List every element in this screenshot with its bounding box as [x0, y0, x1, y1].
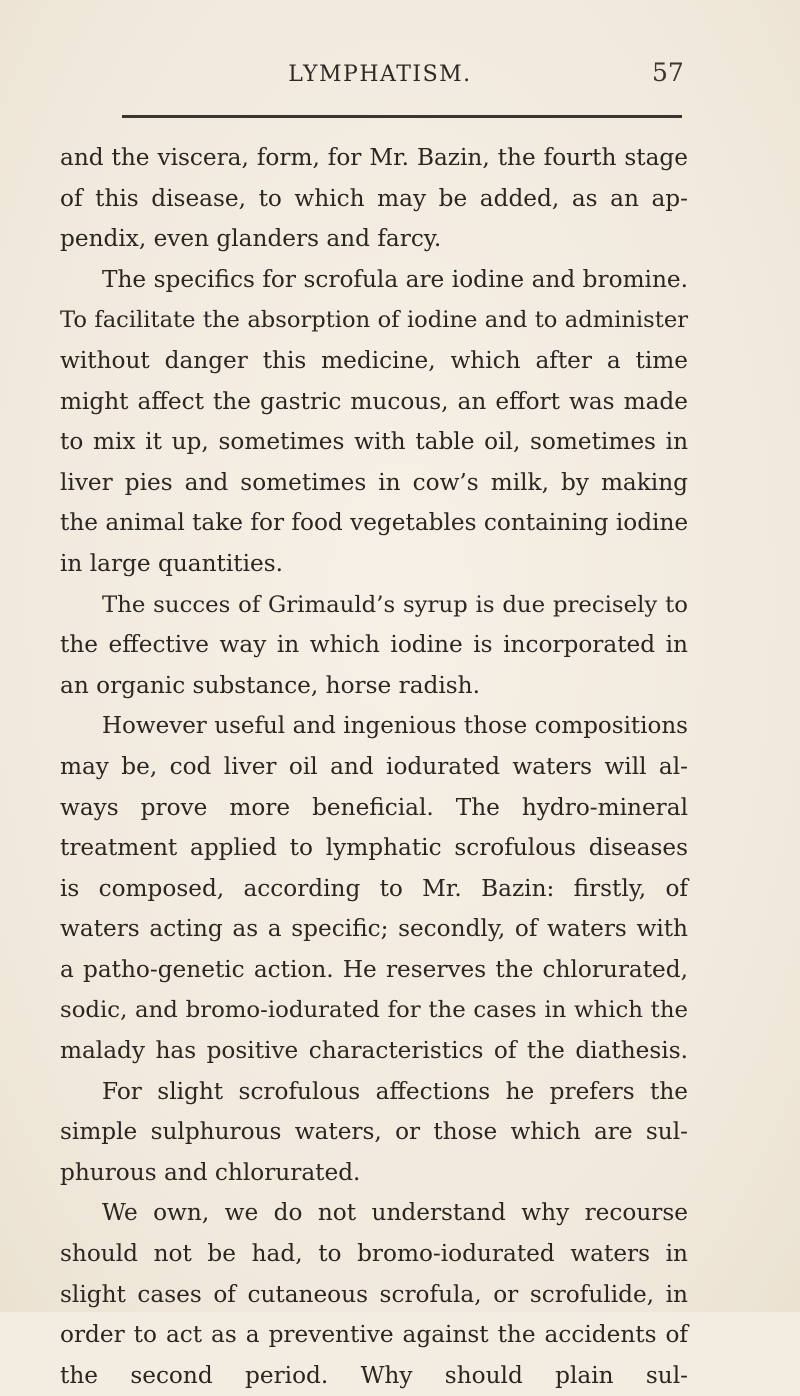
text-line: sodic, and bromo-iodurated for the cases in which the: [60, 997, 688, 1024]
header-rule: [122, 115, 682, 118]
text-line: waters acting as a specific; secondly, of waters with: [60, 915, 688, 943]
text-line: For slight scrofulous affections he prefers the: [102, 1077, 688, 1105]
text-line: malady has positive characteristics of the diathesis.: [60, 1037, 688, 1065]
text-line: without danger this medicine, which after a time: [60, 346, 688, 374]
text-line: treatment applied to lymphatic scrofulous diseases: [60, 834, 688, 862]
text-line: in large quantities.: [60, 549, 283, 577]
running-title: LYMPHATISM.: [288, 62, 472, 87]
text-line: the second period. Why should plain sul-: [60, 1361, 688, 1389]
text-line: an organic substance, horse radish.: [60, 671, 480, 699]
text-line: may be, cod liver oil and iodurated waters will al-: [60, 752, 688, 780]
text-line: might affect the gastric mucous, an effort was made: [60, 387, 688, 415]
text-line: a patho-genetic action. He reserves the chlorurated,: [60, 955, 688, 983]
text-line: simple sulphurous waters, or those which are sul-: [60, 1118, 688, 1146]
text-line: order to act as a preventive against the accidents of: [60, 1321, 688, 1349]
page-number: 57: [652, 58, 684, 87]
text-line: phurous and chlorurated.: [60, 1158, 361, 1186]
body-text: [60, 138, 688, 1396]
text-line: should not be had, to bromo-iodurated waters in: [60, 1240, 688, 1268]
text-line: slight cases of cutaneous scrofula, or scrofulide, in: [60, 1280, 688, 1308]
text-line: and the viscera, form, for Mr. Bazin, the fourth stage: [60, 144, 688, 171]
text-line: to mix it up, sometimes with table oil, sometimes in: [60, 428, 688, 456]
text-line: The specifics for scrofula are iodine and bromine.: [102, 265, 688, 293]
text-line: liver pies and sometimes in cow’s milk, by making: [60, 468, 688, 496]
text-line: We own, we do not understand why recourse: [102, 1199, 688, 1227]
text-line: the effective way in which iodine is incorporated in: [60, 631, 688, 659]
text-line: the animal take for food vegetables containing iodine: [60, 509, 689, 537]
text-line: ways prove more beneficial. The hydro-mineral: [60, 793, 688, 821]
running-header: [0, 58, 800, 102]
text-line: pendix, even glanders and farcy.: [60, 225, 442, 253]
text-line: of this disease, to which may be added, as an ap-: [60, 184, 688, 212]
text-line: is composed, according to Mr. Bazin: firstly, of: [60, 874, 688, 902]
text-line: However useful and ingenious those compositions: [102, 713, 688, 740]
text-line: To facilitate the absorption of iodine and to administer: [60, 307, 688, 334]
text-line: The succes of Grimauld’s syrup is due precisely to: [102, 591, 688, 618]
